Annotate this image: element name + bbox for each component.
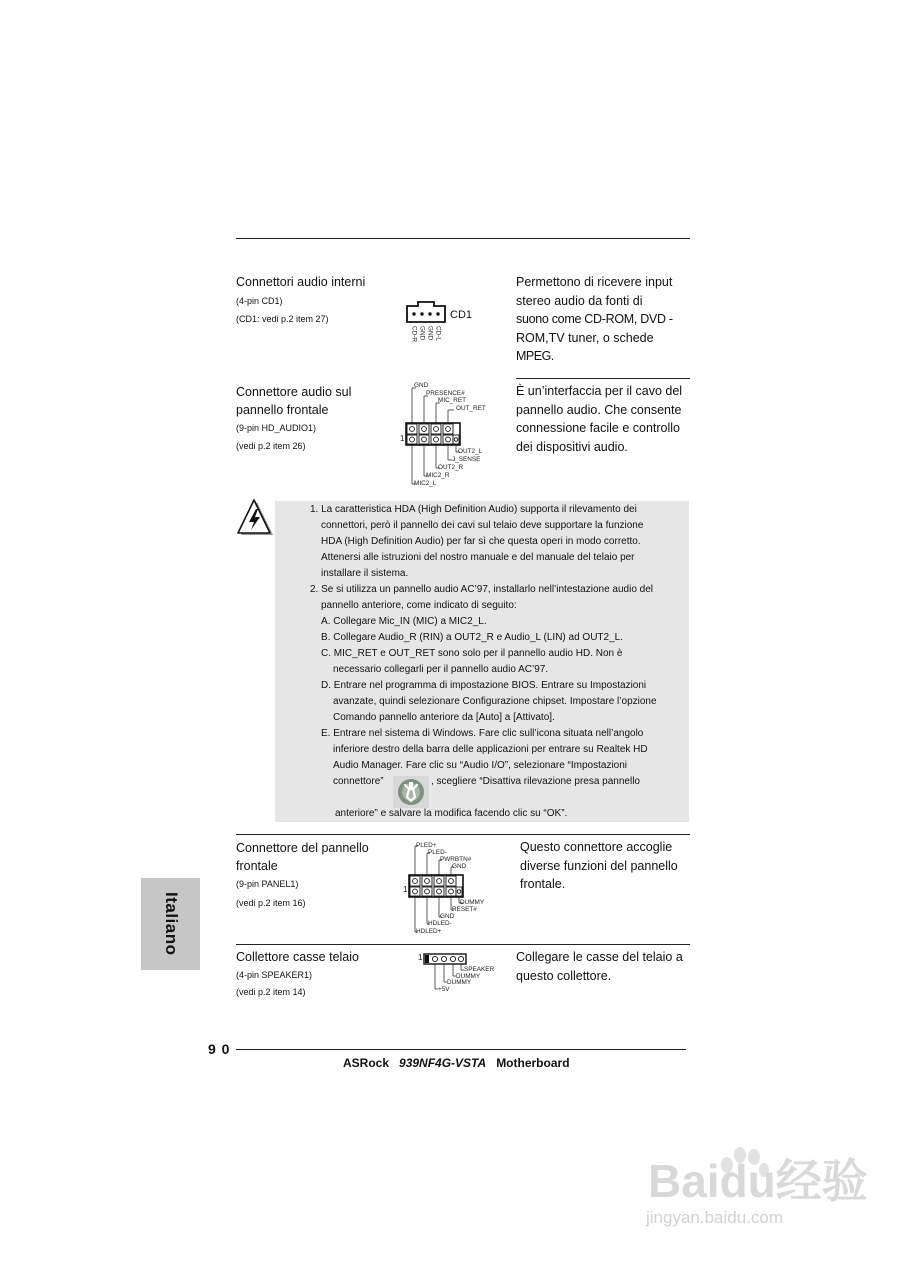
hd-pin-out-ret: OUT_RET xyxy=(456,405,486,412)
note-line: inferiore destro della barra delle applicazioni per entrare su Realtek HD xyxy=(333,744,648,755)
hd-audio-desc-line: È un’interfaccia per il cavo del xyxy=(516,384,683,398)
note-line: Attenersi alle istruzioni del nostro manuale e del manuale del telaio per xyxy=(321,552,635,563)
cd1-label: CD1 xyxy=(450,309,473,321)
speaker-pin-5v: +5V xyxy=(438,986,450,993)
footer-brand: ASRock xyxy=(343,1056,390,1070)
note-line: 1. La caratteristica HDA (High Definition Audio) supporta il rilevamento dei xyxy=(310,504,637,515)
hd-audio-title-1: Connettore audio sul xyxy=(236,385,352,399)
hd-audio-desc-line: pannello audio. Che consente xyxy=(516,402,682,417)
hd-pin-gnd: GND xyxy=(414,382,429,389)
cd1-pin-gnd: GND xyxy=(418,326,426,341)
cd1-pin-gnd: GND xyxy=(426,326,434,341)
note-line: anteriore” e salvare la modifica facendo clic su “OK”. xyxy=(335,808,568,819)
hd-pin-out2-l: OUT2_L xyxy=(458,448,483,455)
top-rule xyxy=(236,238,690,239)
panel-pin-reset: RESET# xyxy=(452,906,477,913)
cd1-desc-line: Permettono di ricevere input xyxy=(516,275,673,289)
footer-title xyxy=(343,1056,570,1070)
warning-lightning-icon xyxy=(236,498,274,538)
note-line: installare il sistema. xyxy=(321,568,409,579)
panel-title-2: frontale xyxy=(236,859,278,873)
hd-audio-description xyxy=(516,382,692,456)
hd-audio-pin1-label: 1 xyxy=(400,434,405,443)
speaker-desc-line: Collegare le casse del telaio a xyxy=(516,950,683,964)
speaker-pin1-label: 1 xyxy=(418,953,423,962)
hd-pin-presence: PRESENCE# xyxy=(426,390,465,397)
cd1-pin-cdl: CD-L xyxy=(434,326,442,341)
panel-description xyxy=(520,838,692,894)
language-side-tab-label: Italiano xyxy=(162,892,181,956)
divider-panel xyxy=(236,834,690,835)
panel-pin-pled-plus: PLED+ xyxy=(416,842,437,849)
cd1-pin-count: (4-pin CD1) xyxy=(236,296,283,306)
speaker-desc-line: questo collettore. xyxy=(516,968,612,983)
note-line: E. Entrare nel sistema di Windows. Fare clic sull’icona situata nell’angolo xyxy=(321,728,644,739)
panel-pin-hdled-minus: HDLED- xyxy=(428,920,452,927)
cd1-description xyxy=(516,273,692,366)
hd-audio-reference: (vedi p.2 item 26) xyxy=(236,441,306,451)
panel-pin-pled-minus: PLED- xyxy=(428,849,447,856)
panel-pin-count: (9-pin PANEL1) xyxy=(236,879,299,889)
speaker-reference: (vedi p.2 item 14) xyxy=(236,987,306,997)
panel-pin-dummy: DUMMY xyxy=(460,899,485,906)
hd-pin-mic2-l: MIC2_L xyxy=(414,480,437,487)
cd1-desc-line: ROM,TV tuner, o schede xyxy=(516,330,654,345)
note-line: Comando pannello anteriore da [Auto] a [Attivato]. xyxy=(333,712,555,723)
speaker-pin-dummy: DUMMY xyxy=(456,973,481,980)
page-number: 9 0 xyxy=(208,1041,231,1057)
hd-pin-out2-r: OUT2_R xyxy=(438,464,464,471)
speaker-pin-dummy: DUMMY xyxy=(447,979,472,986)
hd-audio-pin-count: (9-pin HD_AUDIO1) xyxy=(236,423,317,433)
cd1-reference: (CD1: vedi p.2 item 27) xyxy=(236,314,329,324)
panel-title-1: Connettore del pannello xyxy=(236,841,369,855)
note-line: C. MIC_RET e OUT_RET sono solo per il pannello audio HD. Non è xyxy=(321,648,623,659)
cd1-title: Connettori audio interni xyxy=(236,275,366,289)
hd-audio-desc-line: dei dispositivi audio. xyxy=(516,439,628,454)
note-line: 2. Se si utilizza un pannello audio AC’97, installarlo nell’intestazione audio del xyxy=(310,584,653,595)
panel-desc-line: diverse funzioni del pannello xyxy=(520,858,678,873)
hd-pin-mic2-r: MIC2_R xyxy=(426,472,450,479)
speaker-description xyxy=(516,948,692,985)
panel-desc-line: frontale. xyxy=(520,877,566,891)
watermark-url: jingyan.baidu.com xyxy=(646,1208,784,1227)
connector-settings-icon xyxy=(393,776,429,808)
note-line: D. Entrare nel programma di impostazione BIOS. Entrare su Impostazioni xyxy=(321,680,647,691)
note-line: Audio Manager. Fare clic su “Audio I/O”, selezionare “Impostazioni xyxy=(333,760,628,771)
note-line: connettore” xyxy=(333,776,384,787)
cd1-pin-cdr: CD-R xyxy=(410,326,418,342)
note-line: pannello anteriore, come indicato di seguito: xyxy=(321,600,517,611)
divider-speaker xyxy=(236,944,690,945)
speaker-pin-count: (4-pin SPEAKER1) xyxy=(236,970,313,980)
divider-cd1 xyxy=(516,378,690,379)
panel-connector-diagram xyxy=(403,838,513,938)
hd-audio-connector-diagram xyxy=(398,380,510,490)
cd1-connector-diagram xyxy=(404,300,474,350)
footer-rule xyxy=(236,1049,686,1050)
panel-pin1-label: 1 xyxy=(403,885,408,894)
hd-audio-title-2: pannello frontale xyxy=(236,403,329,417)
cd1-desc-line: suono come CD-ROM, DVD - xyxy=(516,312,673,326)
panel-pin-pwrbtn: PWRBTN# xyxy=(440,856,472,863)
panel-pin-gnd: GND xyxy=(440,913,455,920)
note-line: B. Collegare Audio_R (RIN) a OUT2_R e Audio_L (LIN) ad OUT2_L. xyxy=(321,632,623,643)
cd1-desc-line: MPEG. xyxy=(516,349,554,363)
footer-model: 939NF4G-VSTA xyxy=(399,1056,487,1070)
footer-product: Motherboard xyxy=(496,1056,570,1070)
hd-pin-mic-ret: MIC_RET xyxy=(438,397,467,404)
hd-audio-desc-line: connessione facile e controllo xyxy=(516,421,680,435)
note-line: HDA (High Definition Audio) per far sì che questa operi in modo corretto. xyxy=(321,536,641,547)
note-line: avanzate, quindi selezionare Configurazione chipset. Impostare l’opzione xyxy=(333,696,657,707)
cd1-desc-line: stereo audio da fonti di xyxy=(516,293,643,308)
note-line: , scegliere “Disattiva rilevazione presa pannello xyxy=(431,776,640,787)
note-line: connettori, però il pannello dei cavi sul telaio deve supportare la funzione xyxy=(321,520,644,531)
panel-pin-hdled-plus: HDLED+ xyxy=(416,928,442,935)
speaker-title: Collettore casse telaio xyxy=(236,950,359,964)
hd-pin-j-sense: J_SENSE xyxy=(452,456,481,463)
note-line: necessario collegarli per il pannello audio AC’97. xyxy=(333,664,549,675)
panel-desc-line: Questo connettore accoglie xyxy=(520,840,673,854)
speaker-pin-speaker: SPEAKER xyxy=(464,966,495,973)
panel-pin-gnd: GND xyxy=(452,863,467,870)
panel-reference: (vedi p.2 item 16) xyxy=(236,898,306,908)
note-line: A. Collegare Mic_IN (MIC) a MIC2_L. xyxy=(321,616,487,627)
watermark-brand: Baidu经验 xyxy=(648,1155,868,1207)
speaker-connector-diagram xyxy=(418,950,498,1000)
